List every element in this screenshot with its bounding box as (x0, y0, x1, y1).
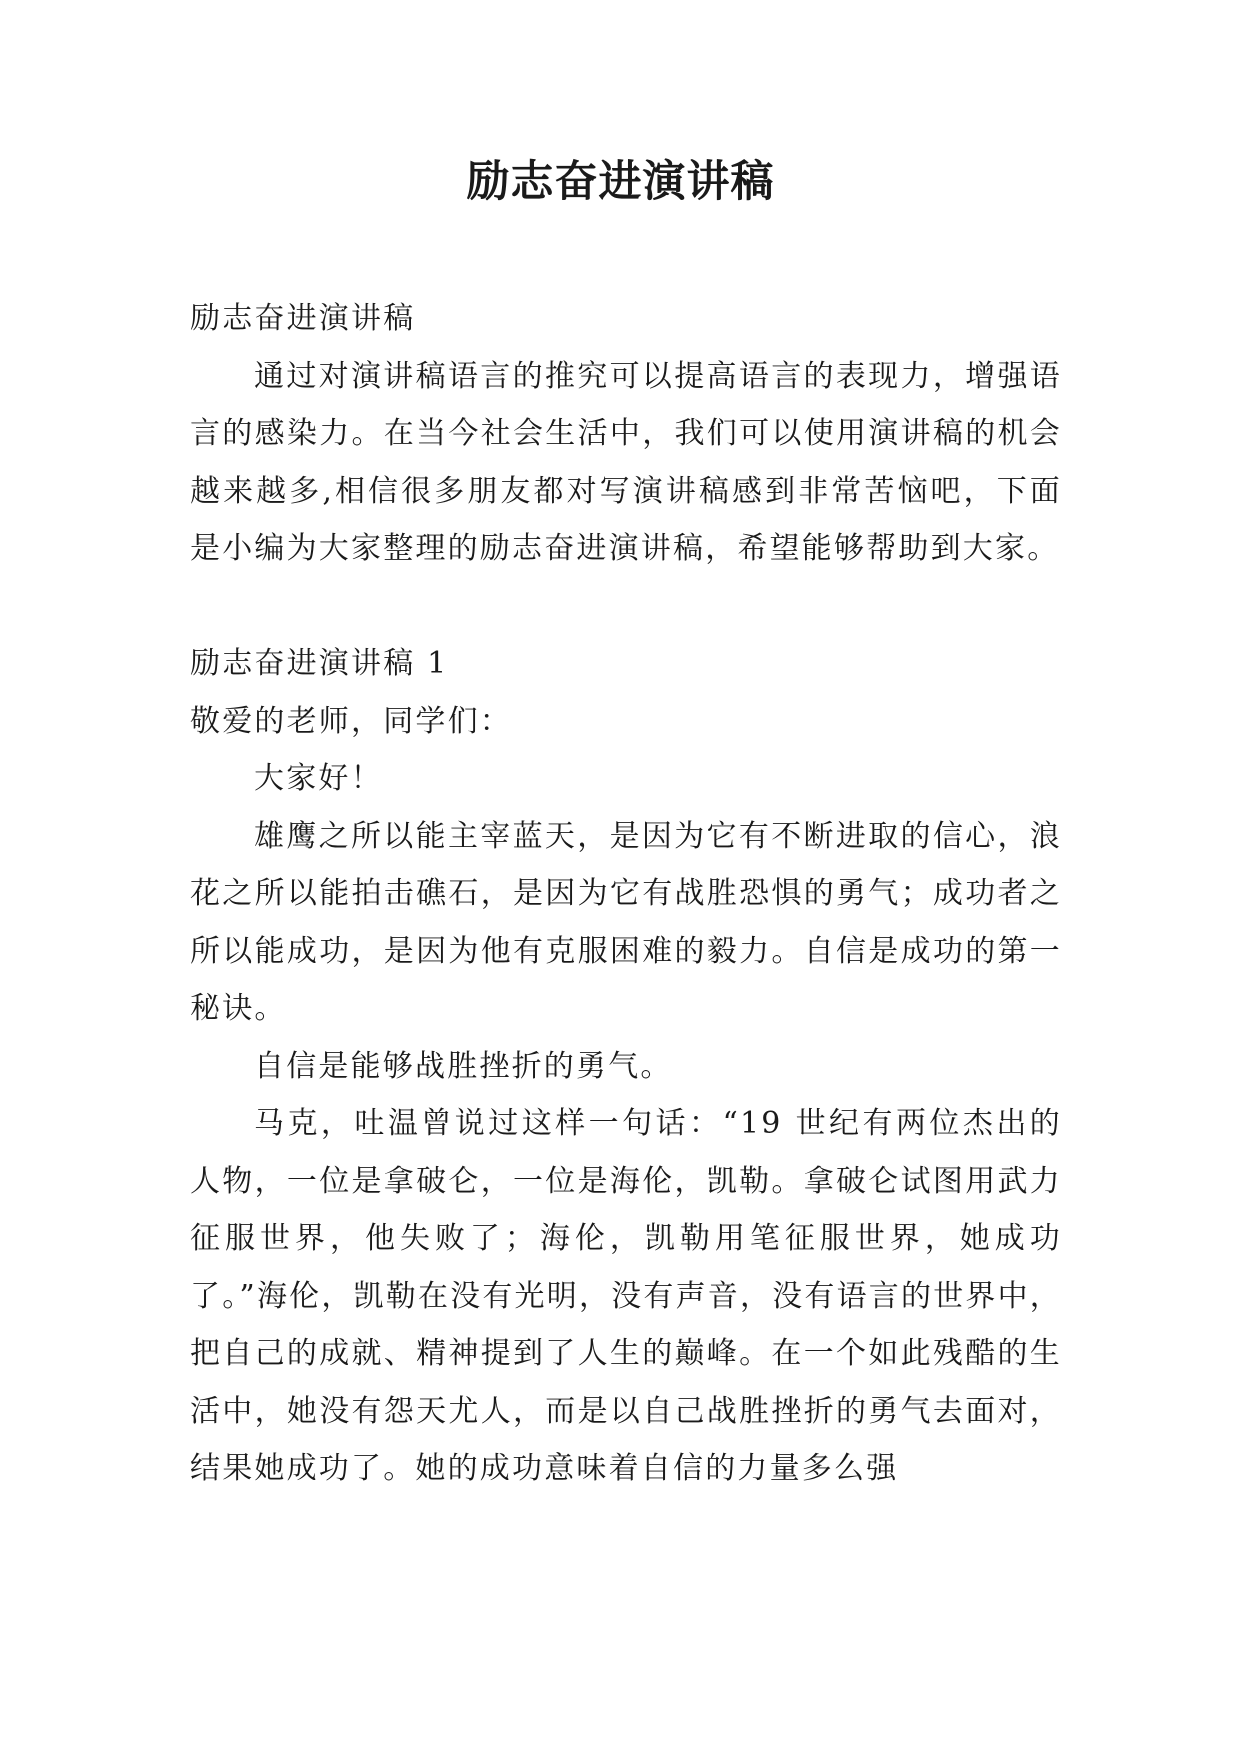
paragraph-body: 雄鹰之所以能主宰蓝天，是因为它有不断进取的信心，浪花之所以能拍击礁石，是因为它有战胜恐惧的勇气；成功者之所以能成功，是因为他有克服困难的毅力。自信是成功的第一秘诀。 (190, 818, 1062, 1026)
paragraph-intro: 通过对演讲稿语言的推究可以提高语言的表现力，增强语言的感染力。在当今社会生活中，我们可以使用演讲稿的机会越来越多,相信很多朋友都对写演讲稿感到非常苦恼吧，下面是小编为大家整理的励志奋进演讲稿，希望能够帮助到大家。 (190, 358, 1062, 566)
paragraph-salutation: 敬爱的老师，同学们： (190, 703, 512, 739)
paragraph-greeting: 大家好！ (254, 761, 383, 796)
paragraph-body: 自信是能够战胜挫折的勇气。 (254, 1048, 673, 1084)
paragraph-body: 马克，吐温曾说过这样一句话：“19 世纪有两位杰出的人物，一位是拿破仑，一位是海伦，凯勒。拿破仑试图用武力征服世界，他失败了；海伦，凯勒用笔征服世界，她成功了。”海伦，凯勒在没有光明，没有声音，没有语言的世界中，把自己的成就、精神提到了人生的巅峰。在一个如此残酷的生活中，她没有怨天尤人，而是以自己战胜挫折的勇气去面对，结果她成功了。她的成功意味着自信的力量多么强 (190, 1106, 1062, 1486)
paragraph-heading: 励志奋进演讲稿 (190, 301, 416, 336)
document-title: 励志奋进演讲稿 (466, 157, 775, 207)
document-body (190, 290, 1062, 1498)
paragraph-gap (190, 578, 1062, 636)
paragraph-section-heading: 励志奋进演讲稿 1 (190, 646, 449, 681)
